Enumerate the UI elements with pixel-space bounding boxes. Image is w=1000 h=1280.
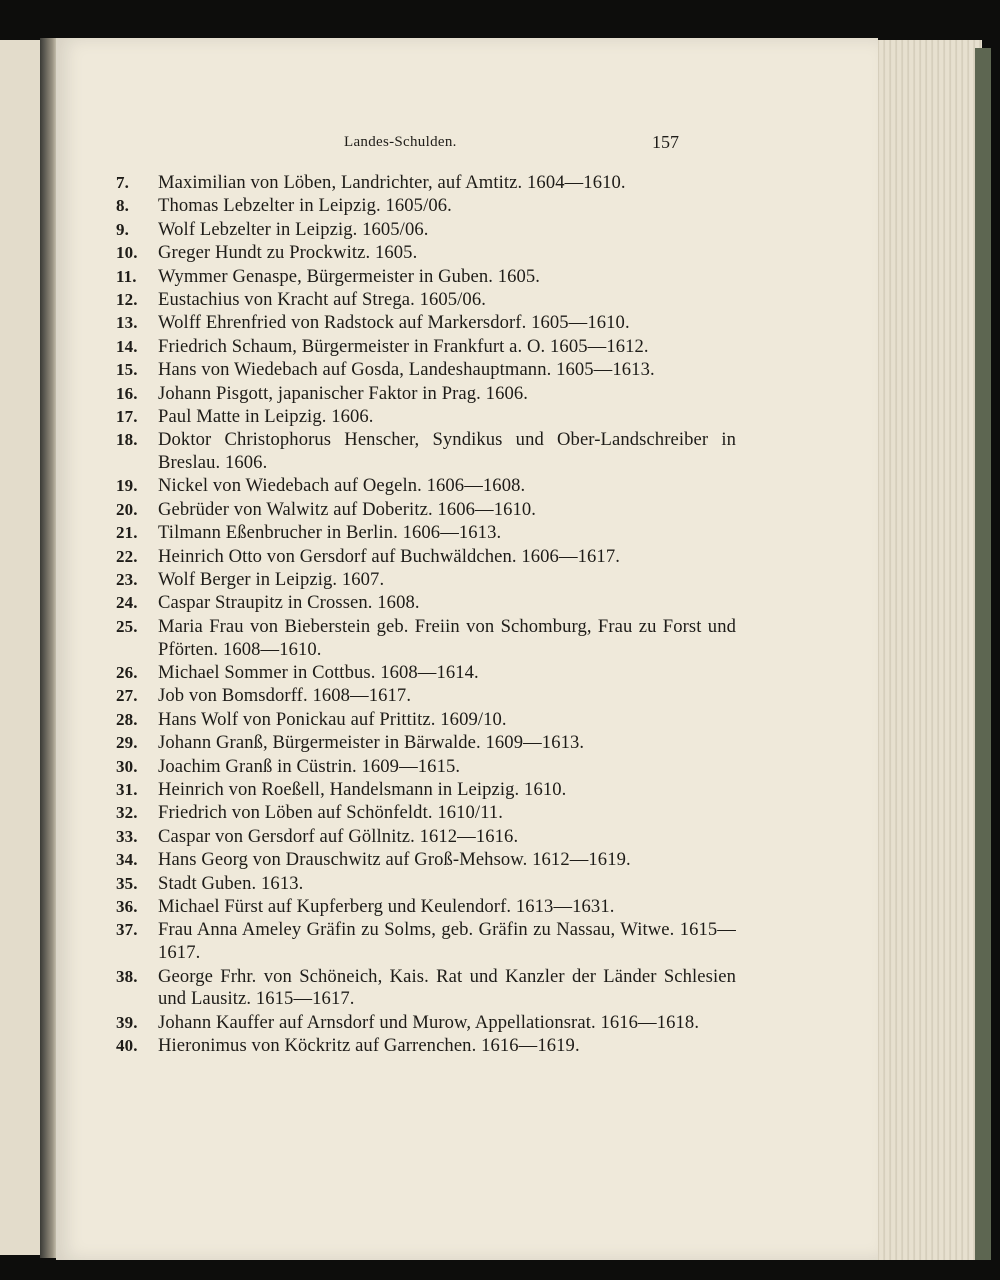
list-item — [116, 896, 736, 919]
entry-text: Eustachius von Kracht auf Strega. 1605/06. — [158, 288, 486, 310]
list-item — [116, 849, 736, 872]
list-item — [116, 195, 736, 218]
list-item — [116, 662, 736, 685]
entry-text: Nickel von Wiedebach auf Oegeln. 1606—1608. — [158, 475, 526, 497]
list-item — [116, 569, 736, 592]
entry-number: 16. — [116, 383, 138, 403]
entry-number: 28. — [116, 709, 138, 729]
entry-text: Tilmann Eßenbrucher in Berlin. 1606—1613. — [158, 522, 502, 544]
list-item — [116, 616, 736, 662]
entry-number: 35. — [116, 873, 138, 893]
list-item — [116, 172, 736, 195]
page-block-edge — [872, 40, 982, 1260]
entry-number: 31. — [116, 779, 138, 799]
list-item — [116, 336, 736, 359]
entry-number: 10. — [116, 243, 138, 263]
entry-text: Friedrich Schaum, Bürgermeister in Frankfurt a. O. 1605—1612. — [158, 335, 649, 357]
entry-text: Doktor Christophorus Henscher, Syndikus und Ober-Landschreiber in Breslau. 1606. — [158, 429, 736, 474]
entry-number: 27. — [116, 686, 138, 706]
entry-text: Joachim Granß in Cüstrin. 1609—1615. — [158, 755, 461, 777]
entry-text: Michael Fürst auf Kupferberg und Keulendorf. 1613—1631. — [158, 895, 615, 917]
entry-number: 24. — [116, 593, 138, 613]
entry-text: Job von Bomsdorff. 1608—1617. — [158, 685, 412, 707]
entry-number: 40. — [116, 1036, 138, 1056]
list-item — [116, 522, 736, 545]
entry-text: Caspar von Gersdorf auf Göllnitz. 1612—1616. — [158, 825, 519, 847]
entry-number: 15. — [116, 360, 138, 380]
list-item — [116, 242, 736, 265]
entry-text: Frau Anna Ameley Gräfin zu Solms, geb. Gräfin zu Nassau, Witwe. 1615—1617. — [158, 919, 736, 964]
list-item — [116, 802, 736, 825]
entry-text: Wolf Lebzelter in Leipzig. 1605/06. — [158, 218, 429, 240]
entry-number: 18. — [116, 430, 138, 450]
list-item — [116, 919, 736, 965]
entry-list — [116, 172, 736, 1058]
entry-number: 29. — [116, 733, 138, 753]
list-item — [116, 732, 736, 755]
entry-text: Friedrich von Löben auf Schönfeldt. 1610/11. — [158, 802, 504, 824]
list-item — [116, 546, 736, 569]
entry-number: 12. — [116, 289, 138, 309]
entry-number: 32. — [116, 803, 138, 823]
entry-number: 30. — [116, 756, 138, 776]
entry-number: 22. — [116, 546, 138, 566]
entry-text: Johann Pisgott, japanischer Faktor in Prag. 1606. — [158, 382, 529, 404]
list-item — [116, 779, 736, 802]
entry-number: 36. — [116, 896, 138, 916]
entry-text: Hans von Wiedebach auf Gosda, Landeshauptmann. 1605—1613. — [158, 359, 655, 381]
entry-text: Gebrüder von Walwitz auf Doberitz. 1606—1610. — [158, 498, 537, 520]
entry-text: Heinrich von Roeßell, Handelsmann in Leipzig. 1610. — [158, 778, 567, 800]
entry-number: 7. — [116, 173, 129, 192]
entry-text: Wymmer Genaspe, Bürgermeister in Guben. 1605. — [158, 265, 541, 287]
list-item — [116, 383, 736, 406]
entry-text: Heinrich Otto von Gersdorf auf Buchwäldchen. 1606—1617. — [158, 545, 620, 567]
entry-text: Maximilian von Löben, Landrichter, auf Amtitz. 1604—1610. — [158, 172, 626, 193]
book-page — [56, 38, 878, 1260]
entry-text: Wolf Berger in Leipzig. 1607. — [158, 569, 385, 591]
book-cover-edge — [975, 48, 991, 1260]
entry-number: 23. — [116, 570, 138, 590]
entry-text: Hans Wolf von Ponickau auf Prittitz. 1609/10. — [158, 708, 507, 730]
list-item — [116, 219, 736, 242]
entry-number: 37. — [116, 920, 138, 940]
list-item — [116, 266, 736, 289]
list-item — [116, 312, 736, 335]
list-item — [116, 475, 736, 498]
entry-number: 13. — [116, 313, 138, 333]
left-page-edge — [0, 40, 43, 1255]
list-item — [116, 1012, 736, 1035]
entry-text: Paul Matte in Leipzig. 1606. — [158, 405, 374, 427]
list-item — [116, 406, 736, 429]
entry-text: Michael Sommer in Cottbus. 1608—1614. — [158, 662, 479, 684]
entry-number: 25. — [116, 616, 138, 636]
entry-number: 11. — [116, 266, 137, 286]
running-head: Landes-Schulden. — [344, 134, 457, 150]
list-item — [116, 756, 736, 779]
entry-text: Hieronimus von Köckritz auf Garrenchen. 1616—1619. — [158, 1035, 580, 1057]
list-item — [116, 1035, 736, 1058]
entry-number: 20. — [116, 499, 138, 519]
entry-text: Wolff Ehrenfried von Radstock auf Markersdorf. 1605—1610. — [158, 312, 630, 334]
entry-text: Johann Kauffer auf Arnsdorf und Murow, Appellationsrat. 1616—1618. — [158, 1011, 700, 1033]
entry-text: Caspar Straupitz in Crossen. 1608. — [158, 592, 420, 614]
list-item — [116, 685, 736, 708]
entry-text: Thomas Lebzelter in Leipzig. 1605/06. — [158, 195, 452, 217]
page-number: 157 — [652, 132, 679, 152]
entry-number: 26. — [116, 663, 138, 683]
list-item — [116, 826, 736, 849]
list-item — [116, 592, 736, 615]
page-header — [56, 134, 878, 156]
list-item — [116, 359, 736, 382]
list-item — [116, 499, 736, 522]
entry-number: 33. — [116, 826, 138, 846]
list-item — [116, 709, 736, 732]
entry-number: 8. — [116, 196, 129, 216]
entry-number: 14. — [116, 336, 138, 356]
list-item — [116, 873, 736, 896]
list-item — [116, 429, 736, 475]
entry-text: George Frhr. von Schöneich, Kais. Rat und Kanzler der Länder Schlesien und Lausitz. 1615—1617. — [158, 965, 736, 1010]
entry-number: 19. — [116, 476, 138, 496]
entry-number: 17. — [116, 406, 138, 426]
entry-text: Hans Georg von Drauschwitz auf Groß-Mehsow. 1612—1619. — [158, 849, 631, 871]
entry-text: Greger Hundt zu Prockwitz. 1605. — [158, 242, 418, 264]
list-item — [116, 289, 736, 312]
entry-text: Stadt Guben. 1613. — [158, 872, 304, 894]
entry-number: 9. — [116, 219, 129, 239]
entry-text: Maria Frau von Bieberstein geb. Freiin von Schomburg, Frau zu Forst und Pförten. 1608—1610. — [158, 615, 736, 660]
list-item — [116, 966, 736, 1012]
entry-number: 38. — [116, 966, 138, 986]
entry-text: Johann Granß, Bürgermeister in Bärwalde. 1609—1613. — [158, 732, 585, 754]
entry-number: 39. — [116, 1012, 138, 1032]
entry-number: 21. — [116, 523, 138, 543]
entry-number: 34. — [116, 850, 138, 870]
